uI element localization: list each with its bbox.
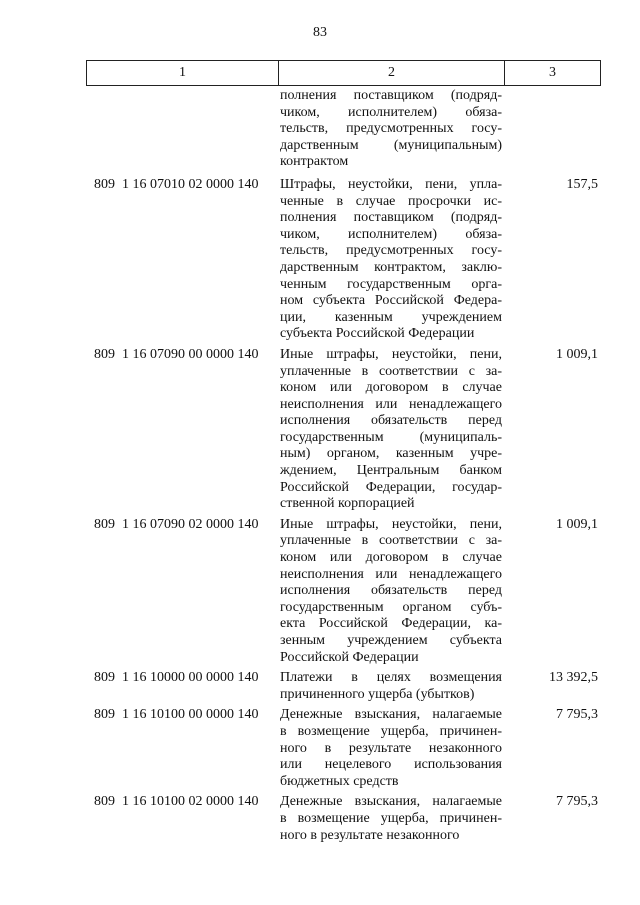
description-text bbox=[280, 794, 502, 844]
table-row bbox=[0, 707, 640, 790]
table-row bbox=[0, 88, 640, 171]
budget-code: 809 1 16 07010 02 0000 140 bbox=[94, 176, 259, 192]
amount-value: 1 009,1 bbox=[556, 516, 598, 532]
column-header-2: 2 bbox=[279, 61, 505, 86]
description-line: государственным органом субъ- bbox=[280, 599, 502, 615]
description-line: в возмещение ущерба, причинен- bbox=[280, 723, 502, 739]
budget-code: 809 1 16 10100 02 0000 140 bbox=[94, 794, 259, 810]
description-line: неисполнения или ненадлежащего bbox=[280, 566, 502, 582]
description-line: неисполнения или ненадлежащего bbox=[280, 396, 502, 412]
description-line: чиком, исполнителем) обяза- bbox=[280, 226, 502, 242]
description-line: причиненного ущерба (убытков) bbox=[280, 686, 475, 702]
description-text bbox=[280, 707, 502, 790]
description-line: государственным (муниципаль- bbox=[280, 429, 502, 445]
description-line: ном субъекта Российской Федера- bbox=[280, 293, 502, 309]
description-text bbox=[280, 88, 502, 171]
table-row bbox=[0, 517, 640, 666]
description-line: Платежи в целях возмещения bbox=[280, 670, 502, 686]
description-line: коном или договором в случае bbox=[280, 380, 502, 396]
description-text bbox=[280, 517, 502, 666]
description-line: Штрафы, неустойки, пени, упла- bbox=[280, 176, 502, 192]
description-line: Денежные взыскания, налагаемые bbox=[280, 707, 502, 723]
description-text bbox=[280, 347, 502, 513]
column-header-1: 1 bbox=[87, 61, 279, 86]
description-line: контрактом bbox=[280, 154, 349, 170]
description-text bbox=[280, 177, 502, 343]
description-line: уплаченные в соответствии с за- bbox=[280, 533, 502, 549]
description-line: в возмещение ущерба, причинен- bbox=[280, 810, 502, 826]
budget-code: 809 1 16 07090 00 0000 140 bbox=[94, 346, 259, 362]
amount-value: 157,5 bbox=[566, 176, 598, 192]
description-line: ного в результате незаконного bbox=[280, 827, 460, 843]
column-header-row bbox=[87, 61, 601, 86]
description-line: исполнения обязательств перед bbox=[280, 583, 502, 599]
table-row bbox=[0, 177, 640, 343]
description-line: ного в результате незаконного bbox=[280, 740, 502, 756]
description-line: тельств, предусмотренных госу- bbox=[280, 243, 502, 259]
description-line: екта Российской Федерации, ка- bbox=[280, 616, 502, 632]
description-line: полнения поставщиком (подряд- bbox=[280, 88, 502, 103]
description-line: Российской Федерации bbox=[280, 649, 419, 665]
budget-code: 809 1 16 10000 00 0000 140 bbox=[94, 670, 259, 686]
description-line: субъекта Российской Федерации bbox=[280, 326, 475, 342]
description-line: исполнения обязательств перед bbox=[280, 413, 502, 429]
description-line: полнения поставщиком (подряд- bbox=[280, 210, 502, 226]
description-line: ственной корпорацией bbox=[280, 496, 415, 512]
description-line: дарственным (муниципальным) bbox=[280, 137, 502, 153]
amount-value: 1 009,1 bbox=[556, 346, 598, 362]
description-line: уплаченные в соответствии с за- bbox=[280, 363, 502, 379]
description-text bbox=[280, 670, 502, 703]
column-header-table bbox=[86, 60, 601, 86]
amount-value: 7 795,3 bbox=[556, 794, 598, 810]
table-row bbox=[0, 794, 640, 844]
description-line: ченные в случае просрочки ис- bbox=[280, 193, 502, 209]
description-line: зенным учреждением субъекта bbox=[280, 633, 502, 648]
description-line: коном или договором в случае bbox=[280, 550, 502, 566]
description-line: тельств, предусмотренных госу- bbox=[280, 121, 502, 137]
amount-value: 13 392,5 bbox=[549, 670, 598, 686]
budget-code: 809 1 16 10100 00 0000 140 bbox=[94, 707, 259, 723]
description-line: Российской Федерации, государ- bbox=[280, 479, 502, 495]
table-body bbox=[0, 88, 640, 844]
description-line: бюджетных средств bbox=[280, 773, 399, 789]
description-line: ждением, Центральным банком bbox=[280, 463, 502, 479]
description-line: ным) органом, казенным учре- bbox=[280, 446, 502, 462]
budget-code: 809 1 16 07090 02 0000 140 bbox=[94, 516, 259, 532]
table-row bbox=[0, 670, 640, 703]
page-number: 83 bbox=[313, 25, 327, 40]
table-row bbox=[0, 347, 640, 513]
description-line: Иные штрафы, неустойки, пени, bbox=[280, 346, 502, 362]
amount-value: 7 795,3 bbox=[556, 707, 598, 723]
description-line: ции, казенным учреждением bbox=[280, 309, 502, 325]
description-line: дарственным контрактом, заклю- bbox=[280, 259, 502, 275]
description-line: ченным государственным орга- bbox=[280, 276, 502, 292]
column-header-3: 3 bbox=[505, 61, 601, 86]
description-line: Иные штрафы, неустойки, пени, bbox=[280, 516, 502, 532]
description-line: чиком, исполнителем) обяза- bbox=[280, 104, 502, 120]
description-line: Денежные взыскания, налагаемые bbox=[280, 794, 502, 810]
description-line: или нецелевого использования bbox=[280, 757, 502, 773]
